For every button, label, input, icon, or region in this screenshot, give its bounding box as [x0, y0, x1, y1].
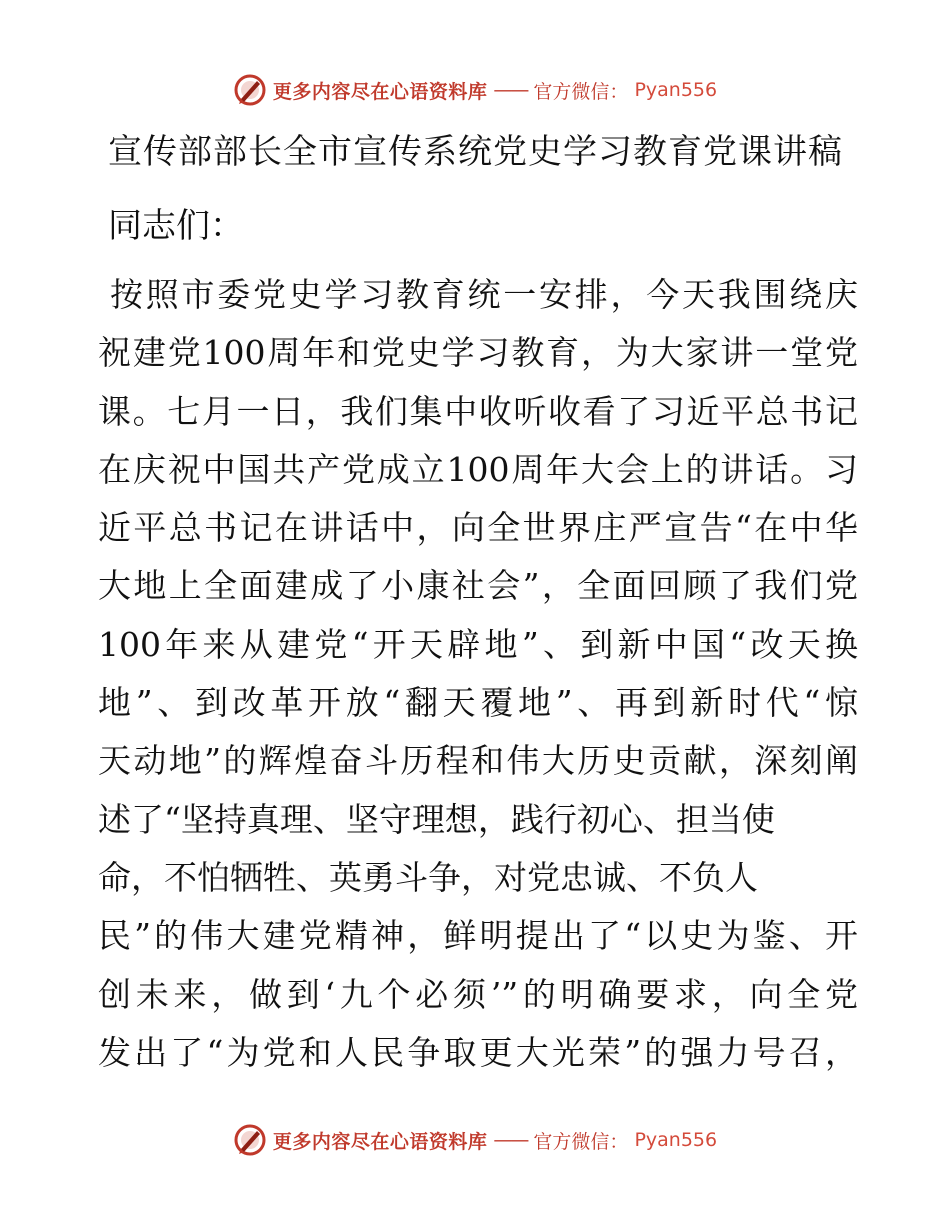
watermark-wechat-label: 官方微信：	[533, 1130, 629, 1153]
text-line: 天动地”的辉煌奋斗历程和伟大历史贡献，深刻阐	[98, 741, 858, 781]
text-line: 大地上全面建成了小康社会”，全面回顾了我们党	[98, 566, 858, 606]
text-line: 民”的伟大建党精神，鲜明提出了“以史为鉴、开	[98, 916, 858, 956]
watermark-brand-text: 更多内容尽在心语资料库	[272, 1130, 488, 1153]
text-line: 创未来，做到‘九个必须’”的明确要求，向全党	[98, 974, 858, 1014]
text-line: 发出了“为党和人民争取更大光荣”的强力号召，	[98, 1032, 858, 1072]
watermark-wechat-label: 官方微信：	[533, 80, 629, 103]
text-line: 祝建党100周年和党史学习教育，为大家讲一堂党	[98, 333, 858, 373]
text-line: 课。七月一日，我们集中收听收看了习近平总书记	[98, 391, 858, 431]
text-line: 按照市委党史学习教育统一安排，今天我围绕庆	[110, 275, 858, 314]
text-line: 地”、到改革开放“翻天覆地”、再到新时代“惊	[98, 683, 858, 723]
text-line: 在庆祝中国共产党成立100周年大会上的讲话。习	[98, 449, 858, 489]
body-text	[98, 266, 858, 1082]
salutation: 同志们：	[108, 206, 244, 246]
pen-logo-icon	[233, 73, 267, 107]
watermark-footer	[0, 1123, 950, 1157]
text-line: 100年来从建党“开天辟地”、到新中国“改天换	[98, 624, 858, 664]
document-title: 宣传部部长全市宣传系统党史学习教育党课讲稿	[108, 132, 843, 172]
text-line: 命，不怕牺牲、英勇斗争，对党忠诚、不负人	[98, 857, 758, 897]
pen-logo-icon	[233, 1123, 267, 1157]
text-line: 述了“坚持真理、坚守理想，践行初心、担当使	[98, 799, 775, 839]
watermark-wechat-id: Pyan556	[634, 79, 718, 101]
watermark-brand-text: 更多内容尽在心语资料库	[272, 80, 488, 103]
watermark-header	[0, 73, 950, 107]
text-line: 近平总书记在讲话中，向全世界庄严宣告“在中华	[98, 508, 858, 548]
watermark-separator: ——	[493, 1129, 528, 1151]
watermark-wechat-id: Pyan556	[634, 1129, 718, 1151]
watermark-separator: ——	[493, 79, 528, 101]
